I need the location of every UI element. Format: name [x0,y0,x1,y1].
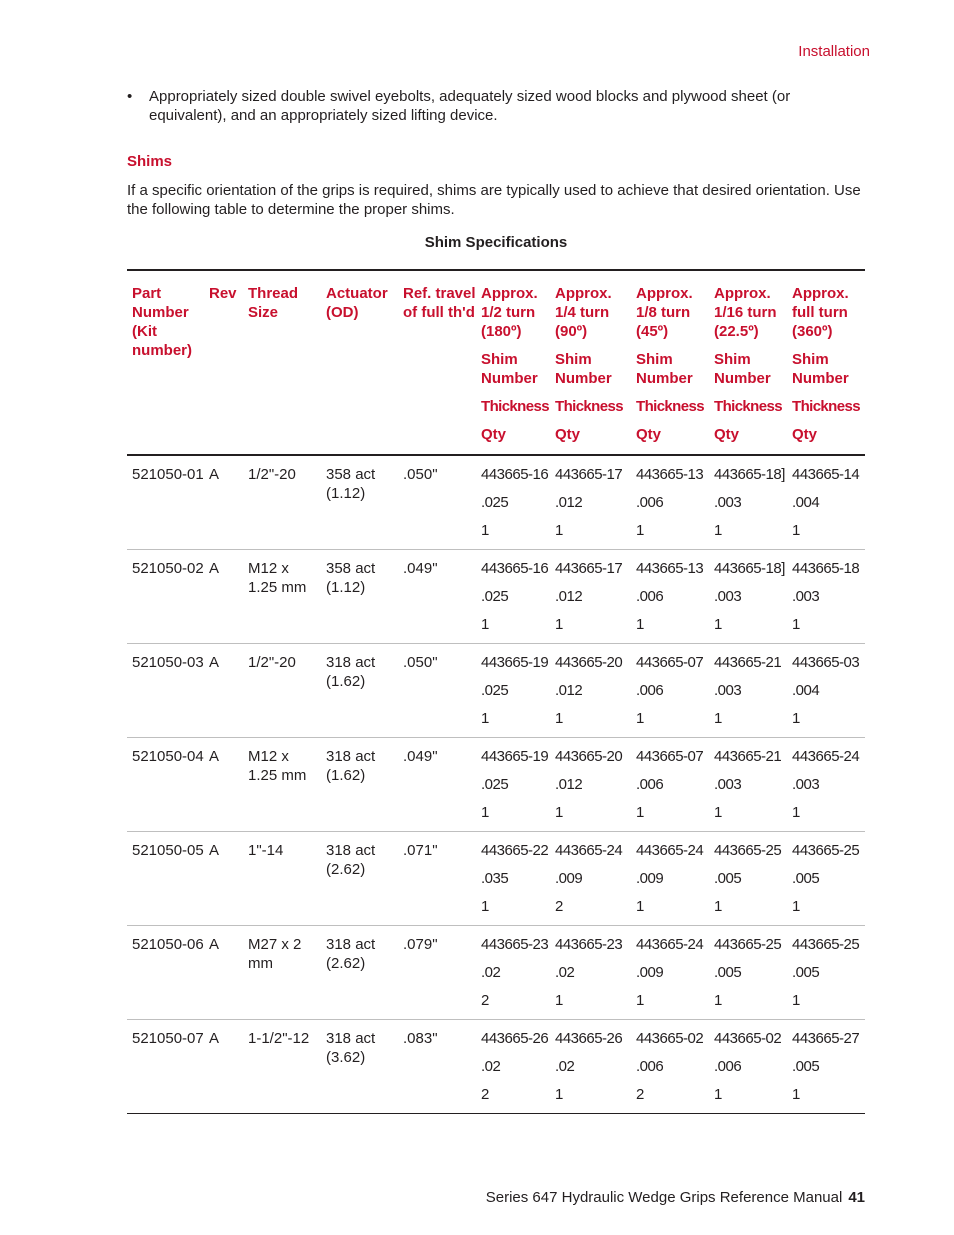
shim-qty: 1 [636,616,644,633]
column-header: Actuator (OD) [321,270,398,455]
shim-thickness: .003 [714,494,742,511]
sub-header-thickness: Thickness [714,398,782,415]
shim-qty: 1 [636,804,644,821]
cell-actuator: 318 act (2.62) [321,926,398,1020]
shim-thickness: .006 [636,494,664,511]
shim-number: 443665-07 [636,748,704,765]
shim-thickness: .005 [792,1058,820,1075]
shim-qty: 1 [555,804,563,821]
sub-header-shim-number: Shim Number [714,351,771,387]
cell-shim-spec [550,550,631,644]
cell-shim-spec [709,738,787,832]
table-title: Shim Specifications [424,234,568,251]
shim-thickness: .005 [792,870,820,887]
shim-qty: 1 [636,522,644,539]
cell-rev: A [204,1020,243,1114]
table-row [127,644,865,738]
shim-qty: 1 [481,522,489,539]
cell-shim-spec [631,550,709,644]
shim-qty: 1 [555,616,563,633]
shim-thickness: .005 [792,964,820,981]
cell-part-number: 521050-06 [127,926,204,1020]
shim-qty: 1 [792,1086,800,1103]
shim-qty: 1 [481,616,489,633]
shim-qty: 1 [555,1086,563,1103]
cell-thread-size: 1"-14 [243,832,321,926]
cell-thread-size: 1-1/2"-12 [243,1020,321,1114]
cell-shim-spec [550,1020,631,1114]
cell-actuator: 318 act (3.62) [321,1020,398,1114]
table-row [127,455,865,550]
cell-ref-travel: .049" [398,550,476,644]
shim-qty: 1 [714,1086,722,1103]
shim-number: 443665-16 [481,560,549,577]
shim-qty: 2 [555,898,563,915]
shim-thickness: .012 [555,776,583,793]
cell-shim-spec [631,1020,709,1114]
intro-paragraph: If a specific orientation of the grips is required, shims are typically used to achieve that desired orientation. Use the following table to determine the proper shims. [127,182,861,218]
shim-qty: 1 [636,898,644,915]
cell-actuator: 318 act (2.62) [321,832,398,926]
column-header-group [787,270,865,455]
shim-thickness: .025 [481,682,509,699]
shim-thickness: .009 [636,870,664,887]
shim-thickness: .025 [481,494,509,511]
cell-part-number: 521050-03 [127,644,204,738]
cell-actuator: 358 act (1.12) [321,455,398,550]
shim-number: 443665-25 [714,842,782,859]
shim-qty: 1 [714,616,722,633]
table-row [127,738,865,832]
cell-shim-spec [550,455,631,550]
table-row [127,1020,865,1114]
shim-number: 443665-25 [792,936,860,953]
shim-qty: 1 [481,804,489,821]
shim-thickness: .006 [714,1058,742,1075]
cell-ref-travel: .050" [398,455,476,550]
shim-qty: 1 [636,710,644,727]
shim-qty: 1 [792,804,800,821]
shim-number: 443665-26 [481,1030,549,1047]
shim-thickness: .009 [636,964,664,981]
footer-page-number: 41 [848,1189,865,1206]
shim-number: 443665-22 [481,842,549,859]
column-header: Part Number (Kit number) [127,270,204,455]
shim-qty: 2 [636,1086,644,1103]
cell-ref-travel: .083" [398,1020,476,1114]
cell-shim-spec [631,926,709,1020]
shim-thickness: .003 [792,776,820,793]
cell-part-number: 521050-02 [127,550,204,644]
shim-number: 443665-18] [714,466,785,483]
sub-header-shim-number: Shim Number [555,351,612,387]
shim-number: 443665-24 [636,936,704,953]
shim-thickness: .012 [555,682,583,699]
cell-shim-spec [709,455,787,550]
sub-header-shim-number: Shim Number [636,351,693,387]
shim-qty: 1 [555,522,563,539]
cell-shim-spec [787,644,865,738]
shim-number: 443665-27 [792,1030,860,1047]
shim-thickness: .009 [555,870,583,887]
sub-header-shim-number: Shim Number [792,351,849,387]
shim-number: 443665-14 [792,466,860,483]
column-header: Rev [204,270,243,455]
table-row [127,926,865,1020]
shim-thickness: .02 [481,964,501,981]
column-header-group [476,270,550,455]
cell-part-number: 521050-07 [127,1020,204,1114]
shim-number: 443665-24 [555,842,623,859]
sub-header-qty: Qty [792,426,818,443]
shim-thickness: .025 [481,776,509,793]
sub-header-qty: Qty [714,426,740,443]
shim-number: 443665-17 [555,560,623,577]
cell-shim-spec [476,926,550,1020]
cell-shim-spec [787,926,865,1020]
sub-header-qty: Qty [555,426,581,443]
cell-shim-spec [787,1020,865,1114]
shim-thickness: .004 [792,494,820,511]
shim-thickness: .005 [714,870,742,887]
cell-part-number: 521050-01 [127,455,204,550]
shim-qty: 1 [555,992,563,1009]
shim-number: 443665-19 [481,654,549,671]
shim-number: 443665-24 [792,748,860,765]
cell-shim-spec [709,550,787,644]
cell-rev: A [204,550,243,644]
shim-qty: 1 [714,804,722,821]
cell-shim-spec [550,926,631,1020]
shim-number: 443665-21 [714,654,782,671]
cell-shim-spec [476,738,550,832]
cell-ref-travel: .079" [398,926,476,1020]
shim-number: 443665-24 [636,842,704,859]
shim-qty: 1 [714,710,722,727]
cell-shim-spec [631,644,709,738]
shim-number: 443665-13 [636,466,704,483]
shim-number: 443665-23 [481,936,549,953]
sub-header-thickness: Thickness [555,398,623,415]
bullet-text: Appropriately sized double swivel eyebolts, adequately sized wood blocks and plywood sheet (or equivalent), and an appropriately sized lifting device. [149,88,791,124]
shim-number: 443665-16 [481,466,549,483]
cell-thread-size: 1/2"-20 [243,644,321,738]
cell-part-number: 521050-04 [127,738,204,832]
cell-part-number: 521050-05 [127,832,204,926]
cell-shim-spec [787,738,865,832]
shim-thickness: .006 [636,588,664,605]
shim-number: 443665-23 [555,936,623,953]
shim-thickness: .012 [555,588,583,605]
cell-shim-spec [550,832,631,926]
sub-header-qty: Qty [481,426,507,443]
bullet-marker: • [127,88,133,105]
shim-number: 443665-02 [714,1030,782,1047]
shim-number: 443665-25 [792,842,860,859]
shim-qty: 2 [481,992,489,1009]
shim-qty: 1 [792,522,800,539]
shim-thickness: .035 [481,870,509,887]
shim-thickness: .025 [481,588,509,605]
shim-thickness: .006 [636,1058,664,1075]
cell-rev: A [204,832,243,926]
shim-qty: 1 [555,710,563,727]
cell-actuator: 318 act (1.62) [321,738,398,832]
cell-shim-spec [787,455,865,550]
cell-shim-spec [631,455,709,550]
shim-thickness: .012 [555,494,583,511]
cell-ref-travel: .049" [398,738,476,832]
shim-number: 443665-19 [481,748,549,765]
cell-ref-travel: .050" [398,644,476,738]
cell-shim-spec [709,926,787,1020]
shim-thickness: .02 [555,964,575,981]
column-header: Approx. 1/8 turn (45º) [636,285,693,340]
cell-shim-spec [476,1020,550,1114]
cell-actuator: 318 act (1.62) [321,644,398,738]
shim-number: 443665-26 [555,1030,623,1047]
cell-shim-spec [550,738,631,832]
cell-shim-spec [787,550,865,644]
shim-number: 443665-20 [555,748,623,765]
column-header: Approx. 1/16 turn (22.5º) [714,285,777,340]
shim-number: 443665-18] [714,560,785,577]
column-header-group [550,270,631,455]
shim-qty: 1 [792,710,800,727]
cell-shim-spec [709,1020,787,1114]
shim-number: 443665-25 [714,936,782,953]
cell-shim-spec [787,832,865,926]
shim-specifications-table [127,269,865,1114]
column-header-group [709,270,787,455]
shim-qty: 1 [714,522,722,539]
shim-thickness: .003 [714,682,742,699]
page-footer [486,1189,865,1206]
shim-qty: 1 [481,710,489,727]
footer-manual-title: Series 647 Hydraulic Wedge Grips Reference Manual [485,1189,843,1206]
shim-qty: 1 [792,616,800,633]
column-header-group [631,270,709,455]
shim-number: 443665-21 [714,748,782,765]
cell-shim-spec [550,644,631,738]
shim-qty: 1 [714,992,722,1009]
shim-qty: 1 [792,992,800,1009]
cell-thread-size: M12 x 1.25 mm [243,550,321,644]
cell-shim-spec [631,832,709,926]
sub-header-thickness: Thickness [481,398,549,415]
shim-thickness: .02 [555,1058,575,1075]
column-header: Approx. full turn (360º) [792,285,849,340]
shim-number: 443665-17 [555,466,623,483]
running-header-section: Installation [798,43,870,60]
table-body [127,455,865,1114]
cell-shim-spec [709,832,787,926]
sub-header-shim-number: Shim Number [481,351,538,387]
cell-shim-spec [476,550,550,644]
shim-number: 443665-18 [792,560,860,577]
cell-shim-spec [631,738,709,832]
shim-thickness: .003 [714,588,742,605]
cell-rev: A [204,644,243,738]
table-row [127,832,865,926]
cell-thread-size: M12 x 1.25 mm [243,738,321,832]
shim-qty: 1 [481,898,489,915]
cell-rev: A [204,455,243,550]
shim-thickness: .003 [714,776,742,793]
shim-number: 443665-20 [555,654,623,671]
shim-qty: 1 [714,898,722,915]
sub-header-thickness: Thickness [792,398,860,415]
column-header: Ref. travel of full th'd [398,270,476,455]
cell-actuator: 358 act (1.12) [321,550,398,644]
cell-shim-spec [476,455,550,550]
shim-thickness: .02 [481,1058,501,1075]
cell-thread-size: 1/2"-20 [243,455,321,550]
cell-thread-size: M27 x 2 mm [243,926,321,1020]
shim-thickness: .005 [714,964,742,981]
shim-number: 443665-07 [636,654,704,671]
shim-thickness: .004 [792,682,820,699]
shim-qty: 1 [792,898,800,915]
column-header: Thread Size [243,270,321,455]
cell-ref-travel: .071" [398,832,476,926]
cell-shim-spec [476,644,550,738]
shim-number: 443665-13 [636,560,704,577]
sub-header-thickness: Thickness [636,398,704,415]
shim-number: 443665-02 [636,1030,704,1047]
shim-qty: 2 [481,1086,489,1103]
table-row [127,550,865,644]
shim-thickness: .006 [636,682,664,699]
cell-shim-spec [476,832,550,926]
section-heading: Shims [127,153,173,170]
shim-qty: 1 [636,992,644,1009]
sub-header-qty: Qty [636,426,662,443]
table-header-row [127,270,865,455]
column-header: Approx. 1/2 turn (180º) [481,285,538,340]
column-header: Approx. 1/4 turn (90º) [555,285,612,340]
cell-rev: A [204,926,243,1020]
cell-rev: A [204,738,243,832]
cell-shim-spec [709,644,787,738]
shim-number: 443665-03 [792,654,860,671]
shim-thickness: .003 [792,588,820,605]
shim-thickness: .006 [636,776,664,793]
